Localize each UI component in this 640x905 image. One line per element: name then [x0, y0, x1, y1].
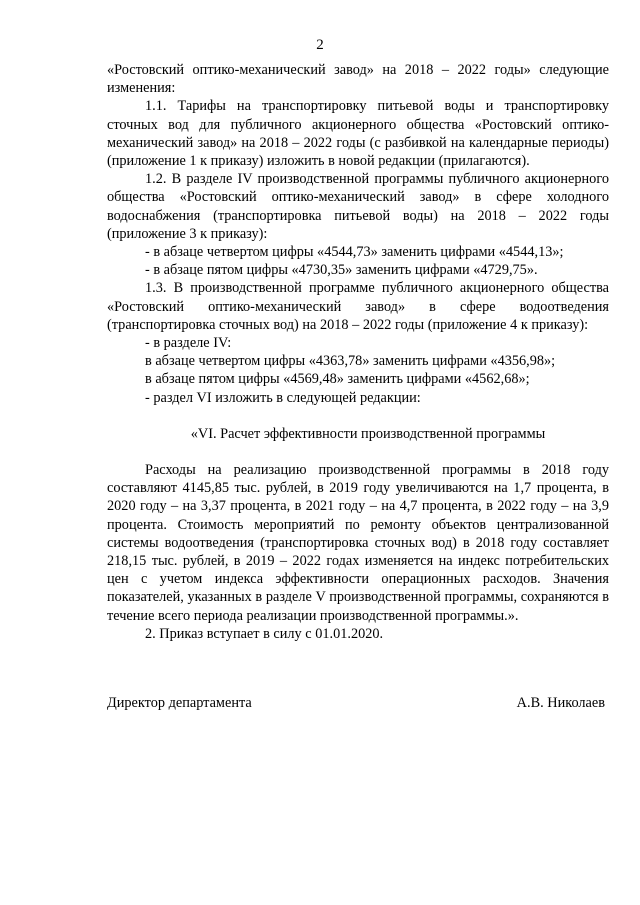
- list-line-section-vi: - раздел VI изложить в следующей редакции:: [145, 389, 421, 406]
- paragraph-item-1-2: 1.2. В разделе IV производственной программы публичного акционерного общества «Ростовский оптико-механический завод» в сфере холодного водоснабжения (транспортировка питьевой воды) на 2018 – 2022 годы (приложение 3 к приказу):: [107, 171, 609, 242]
- paragraph-item-1-3: 1.3. В производственной программе публичного акционерного общества «Ростовский оптико-механический завод» в сфере водоотведения (транспортировка сточных вод) на 2018 – 2022 годы (приложение 4 к приказу):: [107, 280, 609, 333]
- list-line-paragraph-4: - в абзаце четвертом цифры «4544,73» заменить цифрами «4544,13»;: [145, 244, 564, 261]
- signatory-name: А.В. Николаев: [516, 695, 605, 711]
- list-line-section-iv-paragraph-4: в абзаце четвертом цифры «4363,78» заменить цифрами «4356,98»;: [145, 353, 556, 370]
- paragraph-continuation: «Ростовский оптико-механический завод» на 2018 – 2022 годы» следующие изменения:: [107, 62, 609, 97]
- document-body: [107, 61, 609, 643]
- paragraph-expenses: Расходы на реализацию производственной программы в 2018 году составляют 4145,85 тыс. рублей, в 2019 году увеличиваются на 1,7 процента, в 2020 году – на 3,37 процента, в 2021 году – на 4,7 процента, в 2022 году – на 3,9 процента. Стоимость мероприятий по ремонту объектов централизованной системы водоотведения (транспортировка сточных вод) в 2018 году составляет 218,15 тыс. рублей, в 2019 – 2022 годах изменяется на индекс потребительских цен с учетом индекса эффективности операционных расходов. Значения показателей, указанных в разделе V производственной программы, сохраняются в течение всего периода реализации производственной программы.».: [107, 462, 609, 624]
- signature-block: [107, 694, 605, 712]
- signatory-position: Директор департамента: [107, 695, 252, 711]
- page-number: 2: [316, 37, 324, 53]
- paragraph-item-2: 2. Приказ вступает в силу с 01.01.2020.: [145, 625, 384, 642]
- list-line-paragraph-5: - в абзаце пятом цифры «4730,35» заменить цифрами «4729,75».: [145, 262, 538, 279]
- section-heading: «VI. Расчет эффективности производственной программы: [190, 425, 546, 442]
- list-line-section-iv-paragraph-5: в абзаце пятом цифры «4569,48» заменить цифрами «4562,68»;: [145, 371, 530, 388]
- paragraph-item-1-1: 1.1. Тарифы на транспортировку питьевой воды и транспортировку сточных вод для публичного акционерного общества «Ростовский оптико-механический завод» на 2018 – 2022 годы (с разбивкой на календарные периоды) (приложение 1 к приказу) изложить в новой редакции (прилагаются).: [107, 98, 609, 170]
- list-line-section-iv: - в разделе IV:: [145, 335, 232, 352]
